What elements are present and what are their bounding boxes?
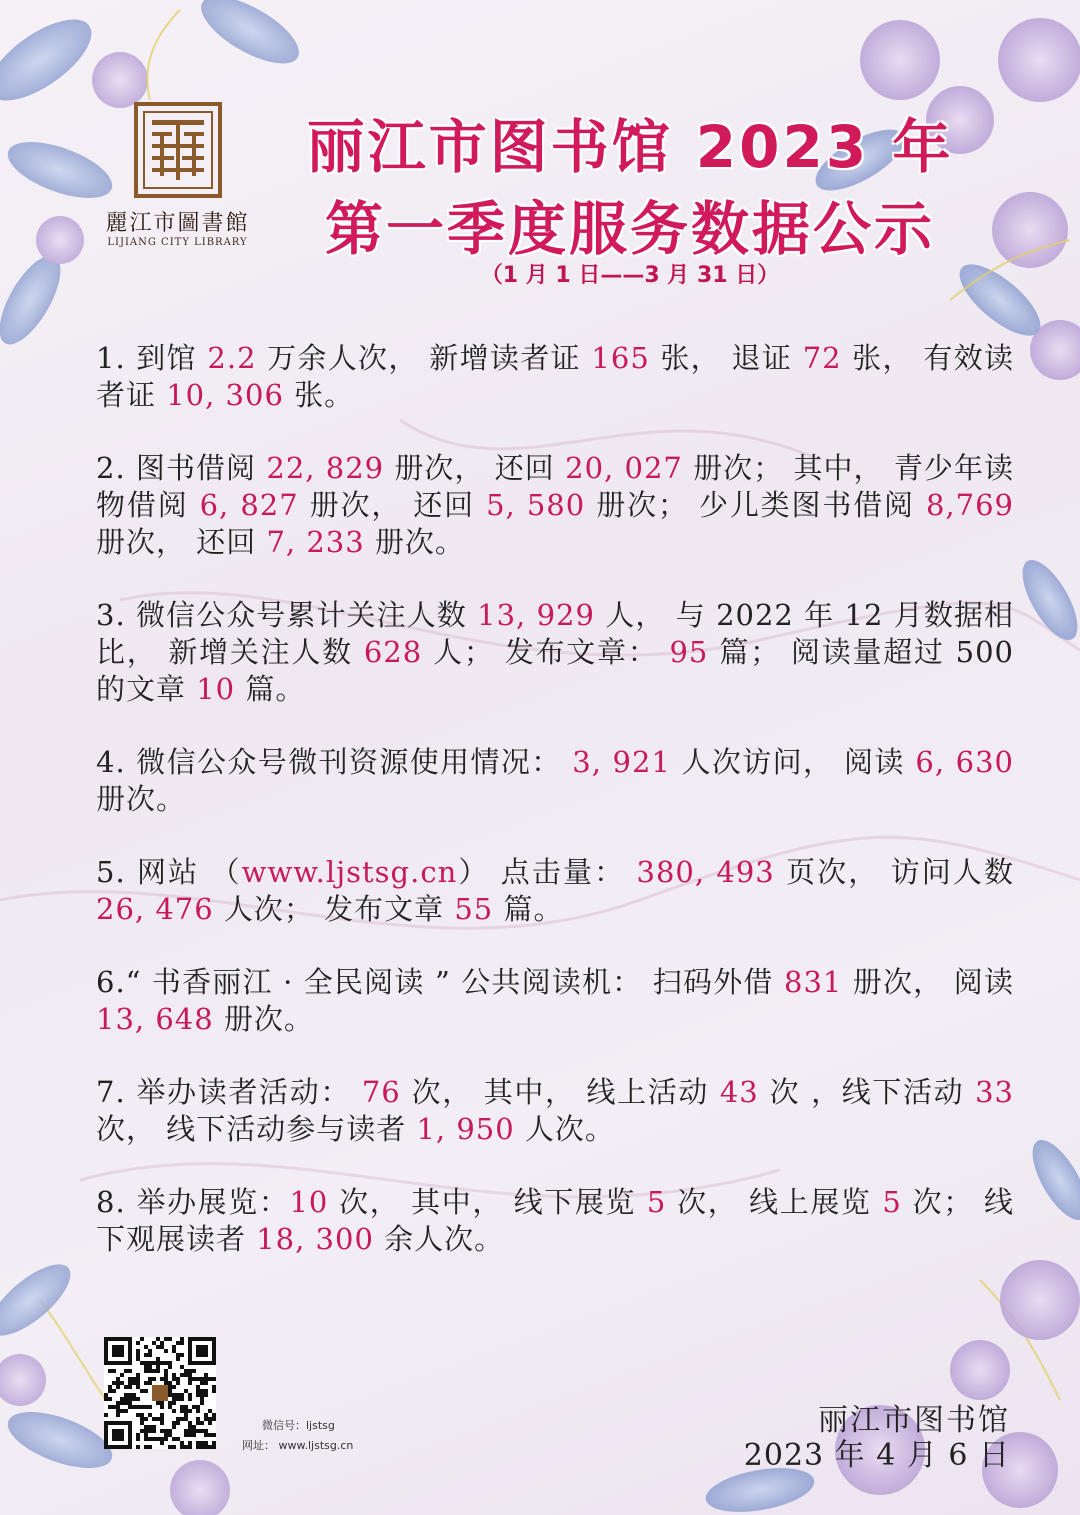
statistic-text: ） 点击量： xyxy=(457,855,637,889)
library-logo xyxy=(95,98,260,248)
statistic-text: 余人次。 xyxy=(373,1222,505,1256)
statistic-item xyxy=(96,597,1014,708)
highlighted-value: 6, 827 xyxy=(199,488,299,522)
statistic-text: 人； 发布文章： xyxy=(422,635,670,669)
qr-code-icon xyxy=(104,1337,216,1449)
statistic-text: 次， 线下活动参与读者 xyxy=(96,1112,417,1146)
highlighted-value: 10 xyxy=(196,672,236,706)
highlighted-value: 76 xyxy=(361,1075,401,1109)
highlighted-value: 1, 950 xyxy=(416,1112,515,1146)
highlighted-value: 13, 929 xyxy=(477,598,595,632)
highlighted-value: 7, 233 xyxy=(266,525,365,559)
statistic-text: 篇； 阅读量超过 500 的文章 xyxy=(96,635,1015,706)
statistic-text: 次， 其中， 线下展览 xyxy=(328,1185,647,1219)
highlighted-value: 5 xyxy=(882,1185,902,1219)
statistic-text: 册次； 少儿类图书借阅 xyxy=(585,488,926,522)
highlighted-value: 5, 580 xyxy=(486,488,586,522)
statistic-text: 页次， 访问人数 xyxy=(774,855,1015,889)
statistic-text: 册次。 xyxy=(96,782,187,816)
statistic-item xyxy=(96,1184,1014,1258)
statistic-text: 张。 xyxy=(283,378,355,412)
highlighted-value: 72 xyxy=(802,341,842,375)
statistic-text: 2. 图书借阅 xyxy=(96,451,267,485)
wechat-id-label: 微信号：ljstsg xyxy=(262,1419,335,1432)
website-label: 网址： www.ljstsg.cn xyxy=(242,1439,354,1452)
highlighted-value: 33 xyxy=(975,1075,1015,1109)
highlighted-value: 55 xyxy=(454,892,494,926)
highlighted-value: 831 xyxy=(784,965,843,999)
highlighted-value: 22, 829 xyxy=(266,451,385,485)
statistic-text: 次， 其中， 线上活动 xyxy=(400,1075,720,1109)
highlighted-value: 380, 493 xyxy=(636,855,775,889)
statistic-text: 册次； 其中， 青少年读物借阅 xyxy=(96,451,1014,522)
statistic-text: 人次访问， 阅读 xyxy=(670,745,916,779)
highlighted-value: 26, 476 xyxy=(96,892,214,926)
statistic-text: 册次， 还回 xyxy=(298,488,487,522)
statistic-text: 次； 线下观展读者 xyxy=(96,1185,1015,1256)
statistics-list xyxy=(96,340,1014,1294)
highlighted-value: 8,769 xyxy=(925,488,1014,522)
highlighted-value: 20, 027 xyxy=(565,451,683,485)
highlighted-value: 5 xyxy=(646,1185,667,1219)
signature-date: 2023 年 4 月 6 日 xyxy=(743,1438,1010,1473)
statistic-text: 3. 微信公众号累计关注人数 xyxy=(96,598,478,632)
statistic-text: 册次。 xyxy=(364,525,465,559)
statistic-item xyxy=(96,964,1014,1038)
statistic-text: 人， 与 2022 年 12 月数据相比， 新增关注人数 xyxy=(96,598,1014,669)
date-range: （1 月 1 日——3 月 31 日） xyxy=(480,263,780,288)
statistic-text: 篇。 xyxy=(235,672,306,706)
highlighted-value: 628 xyxy=(363,635,423,669)
highlighted-value: 2.2 xyxy=(207,341,257,375)
highlighted-value: 43 xyxy=(719,1075,759,1109)
statistic-text: 8. 举办展览： xyxy=(96,1185,290,1219)
statistic-text: 次 ，线下活动 xyxy=(758,1075,976,1109)
statistic-text: 册次， 还回 xyxy=(96,525,267,559)
statistic-text: 册次。 xyxy=(213,1002,314,1036)
signature-name: 丽江市图书馆 xyxy=(818,1403,1010,1438)
statistic-text: 册次， 还回 xyxy=(384,451,566,485)
highlighted-value: 10 xyxy=(289,1185,329,1219)
statistic-text: 篇。 xyxy=(493,892,564,926)
highlighted-value: 165 xyxy=(591,341,650,375)
highlighted-value: 95 xyxy=(669,635,709,669)
statistic-item xyxy=(96,744,1014,818)
library-name-cn: 麗江市圖書館 xyxy=(105,211,250,236)
statistic-text: 册次， 阅读 xyxy=(842,965,1014,999)
title-line-2: 第一季度服务数据公示 xyxy=(324,195,935,263)
statistic-item xyxy=(96,340,1014,414)
statistic-text: 6.“ 书香丽江 · 全民阅读 ” 公共阅读机： 扫码外借 xyxy=(96,965,785,999)
statistic-text: 张， 退证 xyxy=(649,341,803,375)
statistic-text: 人次。 xyxy=(514,1112,615,1146)
statistic-text: 万余人次， 新增读者证 xyxy=(256,341,592,375)
statistic-item xyxy=(96,450,1014,561)
highlighted-value: 10, 306 xyxy=(166,378,284,412)
statistic-item xyxy=(96,1074,1014,1148)
highlighted-value: 6, 630 xyxy=(915,745,1014,779)
highlighted-value: www.ljstsg.cn xyxy=(241,855,458,889)
statistic-item xyxy=(96,854,1014,928)
library-name-en: LIJIANG CITY LIBRARY xyxy=(107,237,248,248)
statistic-text: 张， 有效读者证 xyxy=(96,341,1015,412)
statistic-text: 人次； 发布文章 xyxy=(213,892,455,926)
statistic-text: 7. 举办读者活动： xyxy=(96,1075,362,1109)
highlighted-value: 3, 921 xyxy=(572,745,671,779)
highlighted-value: 18, 300 xyxy=(256,1222,374,1256)
statistic-text: 5. 网站 （ xyxy=(96,855,242,889)
statistic-text: 次， 线上展览 xyxy=(666,1185,883,1219)
highlighted-value: 13, 648 xyxy=(96,1002,214,1036)
title-line-1: 丽江市图书馆 2023 年 xyxy=(306,113,954,181)
statistic-text: 1. 到馆 xyxy=(96,341,208,375)
library-seal-icon xyxy=(130,98,226,202)
statistic-text: 4. 微信公众号微刊资源使用情况： xyxy=(96,745,573,779)
